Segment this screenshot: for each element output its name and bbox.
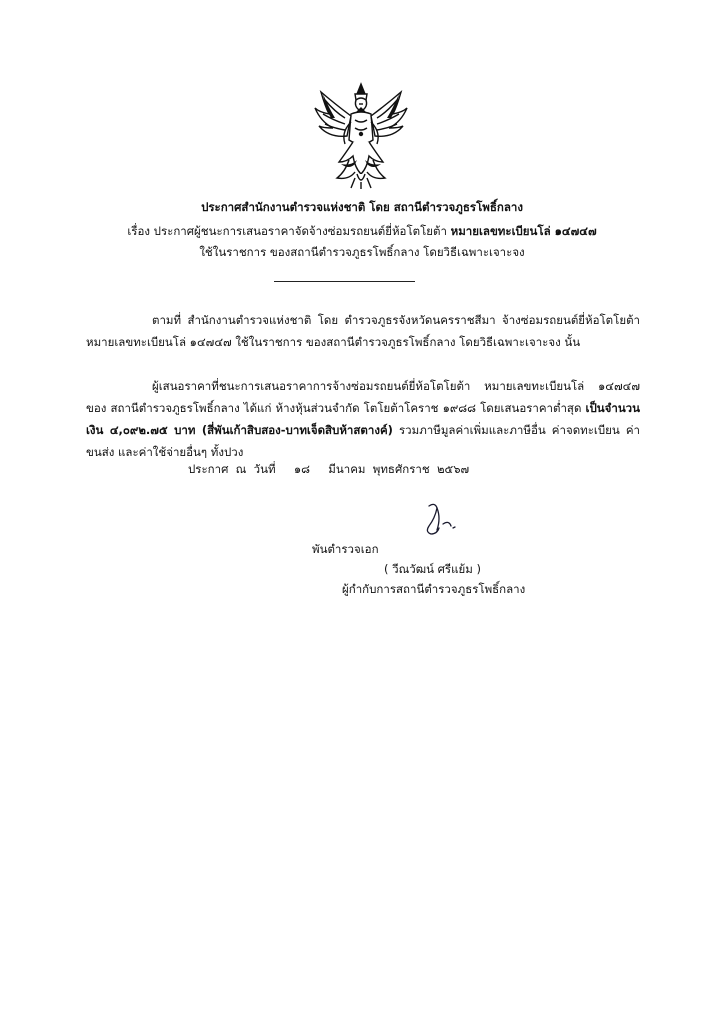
title-divider [274, 281, 415, 282]
announcement-date: ประกาศ ณ วันที่ ๑๘ มีนาคม พุทธศักราช ๒๕๖๗ [188, 462, 470, 476]
award-amount: เป็นจำนวนเงิน ๔,๐๙๒.๗๕ บาท (สี่พันเก้าสิบสอง-บาทเจ็ดสิบห้าสตางค์) [86, 401, 640, 437]
announcement-subject [0, 223, 724, 239]
subject-plate-number: หมายเลขทะเบียนโล่ ๑๔๗๔๗ [450, 224, 597, 238]
body-paragraph-2 [86, 375, 640, 463]
garuda-emblem-icon [311, 82, 411, 190]
paragraph-1-text: ตามที่ สำนักงานตำรวจแห่งชาติ โดย ตำรวจภูธรจังหวัดนครราชสีมา จ้างซ่อมรถยนต์ยี่ห้อโตโยต้า หมายเลขทะเบียนโล่ ๑๔๗๔๗ ใช้ในราชการ ของสถานีตำรวจภูธรโพธิ์กลาง โดยวิธีเฉพาะเจาะจง นั้น [86, 313, 640, 349]
handwritten-signature [415, 500, 463, 544]
paragraph-2-suffix: รวมภาษีมูลค่าเพิ่มและภาษีอื่น ค่าจดทะเบียน ค่าขนส่ง และค่าใช้จ่ายอื่นๆ ทั้งปวง [86, 423, 640, 459]
paragraph-2-text: ผู้เสนอราคาที่ชนะการเสนอราคาการจ้างซ่อมรถยนต์ยี่ห้อโตโยต้า หมายเลขทะเบียนโล่ ๑๔๗๔๗ ของ สถานีตำรวจภูธรโพธิ์กลาง ได้แก่ ห้างหุ้นส่วนจำกัด โตโยต้าโคราช ๑๙๘๘ โดยเสนอราคาต่ำสุด [86, 379, 640, 415]
subject-text: เรื่อง ประกาศผู้ชนะการเสนอราคาจัดจ้างซ่อมรถยนต์ยี่ห้อโตโยต้า [127, 224, 451, 238]
signatory-name: ( วีณวัฒน์ ศรีแย้ม ) [384, 562, 481, 576]
announcement-subject-continued: ใช้ในราชการ ของสถานีตำรวจภูธรโพธิ์กลาง โดยวิธีเฉพาะเจาะจง [199, 245, 525, 259]
body-paragraph-1 [86, 309, 640, 353]
signatory-rank: พันตำรวจเอก [312, 542, 379, 556]
announcement-title: ประกาศสำนักงานตำรวจแห่งชาติ โดย สถานีตำรวจภูธรโพธิ์กลาง [201, 200, 523, 214]
signatory-position: ผู้กำกับการสถานีตำรวจภูธรโพธิ์กลาง [342, 582, 526, 596]
